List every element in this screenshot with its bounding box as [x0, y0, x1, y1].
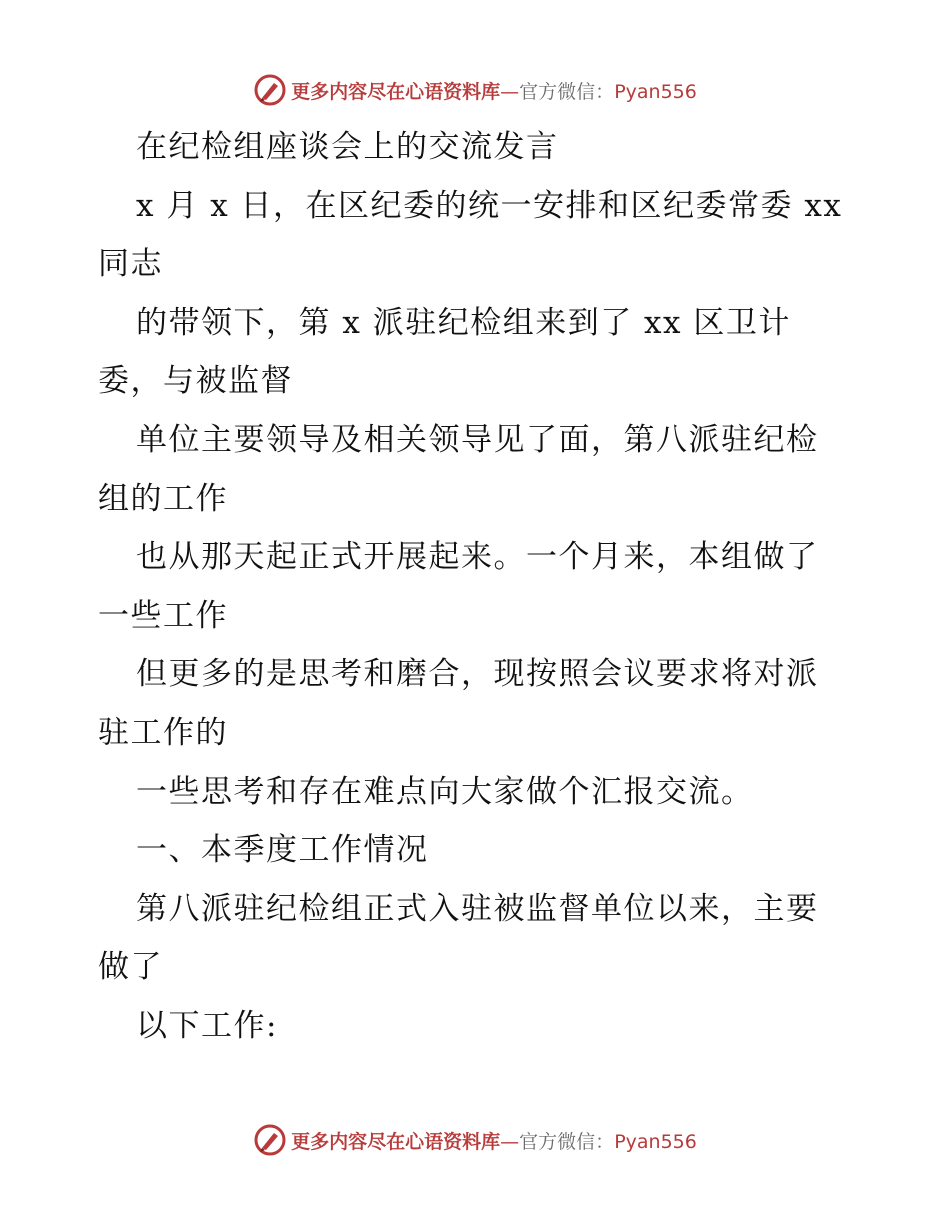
footer-wechat-label: 官方微信：	[519, 1130, 615, 1153]
paragraph-line: 单位主要领导及相关领导见了面，第八派驻纪检	[136, 421, 819, 458]
paragraph-line: 同志	[98, 246, 163, 283]
paragraph-line: 组的工作	[98, 480, 228, 517]
paragraph-line: 也从那天起正式开展起来。一个月来，本组做了	[136, 539, 819, 576]
header-brand-text: 更多内容尽在心语资料库	[291, 80, 501, 103]
pen-logo-icon	[253, 73, 287, 107]
section-heading: 一、本季度工作情况	[136, 832, 429, 869]
footer-banner-text	[291, 1127, 697, 1154]
header-wechat-label: 官方微信：	[519, 80, 615, 103]
pen-logo-icon	[253, 1123, 287, 1157]
paragraph-line: 以下工作:	[136, 1007, 278, 1044]
header-banner	[0, 70, 950, 110]
paragraph-line: 的带领下，第 x 派驻纪检组来到了 xx 区卫计	[136, 304, 791, 341]
paragraph-line: 一些思考和存在难点向大家做个汇报交流。	[136, 773, 754, 810]
document-body	[98, 118, 863, 1056]
paragraph-line: 但更多的是思考和磨合，现按照会议要求将对派	[136, 656, 819, 693]
paragraph-line: 做了	[98, 949, 163, 986]
footer-wechat-id: Pyan556	[614, 1130, 697, 1153]
header-banner-text	[291, 77, 697, 104]
header-separator: —	[500, 80, 520, 103]
paragraph-line: 一些工作	[98, 597, 228, 634]
footer-separator: —	[500, 1130, 520, 1153]
document-title: 在纪检组座谈会上的交流发言	[136, 129, 559, 165]
paragraph-line: 驻工作的	[98, 714, 228, 751]
footer-brand-text: 更多内容尽在心语资料库	[291, 1130, 501, 1153]
header-wechat-id: Pyan556	[614, 80, 697, 103]
paragraph-line: 第八派驻纪检组正式入驻被监督单位以来，主要	[136, 890, 819, 927]
footer-banner	[0, 1120, 950, 1160]
paragraph-line: 委，与被监督	[98, 363, 293, 400]
paragraph-line: x 月 x 日，在区纪委的统一安排和区纪委常委 xx	[136, 187, 843, 224]
